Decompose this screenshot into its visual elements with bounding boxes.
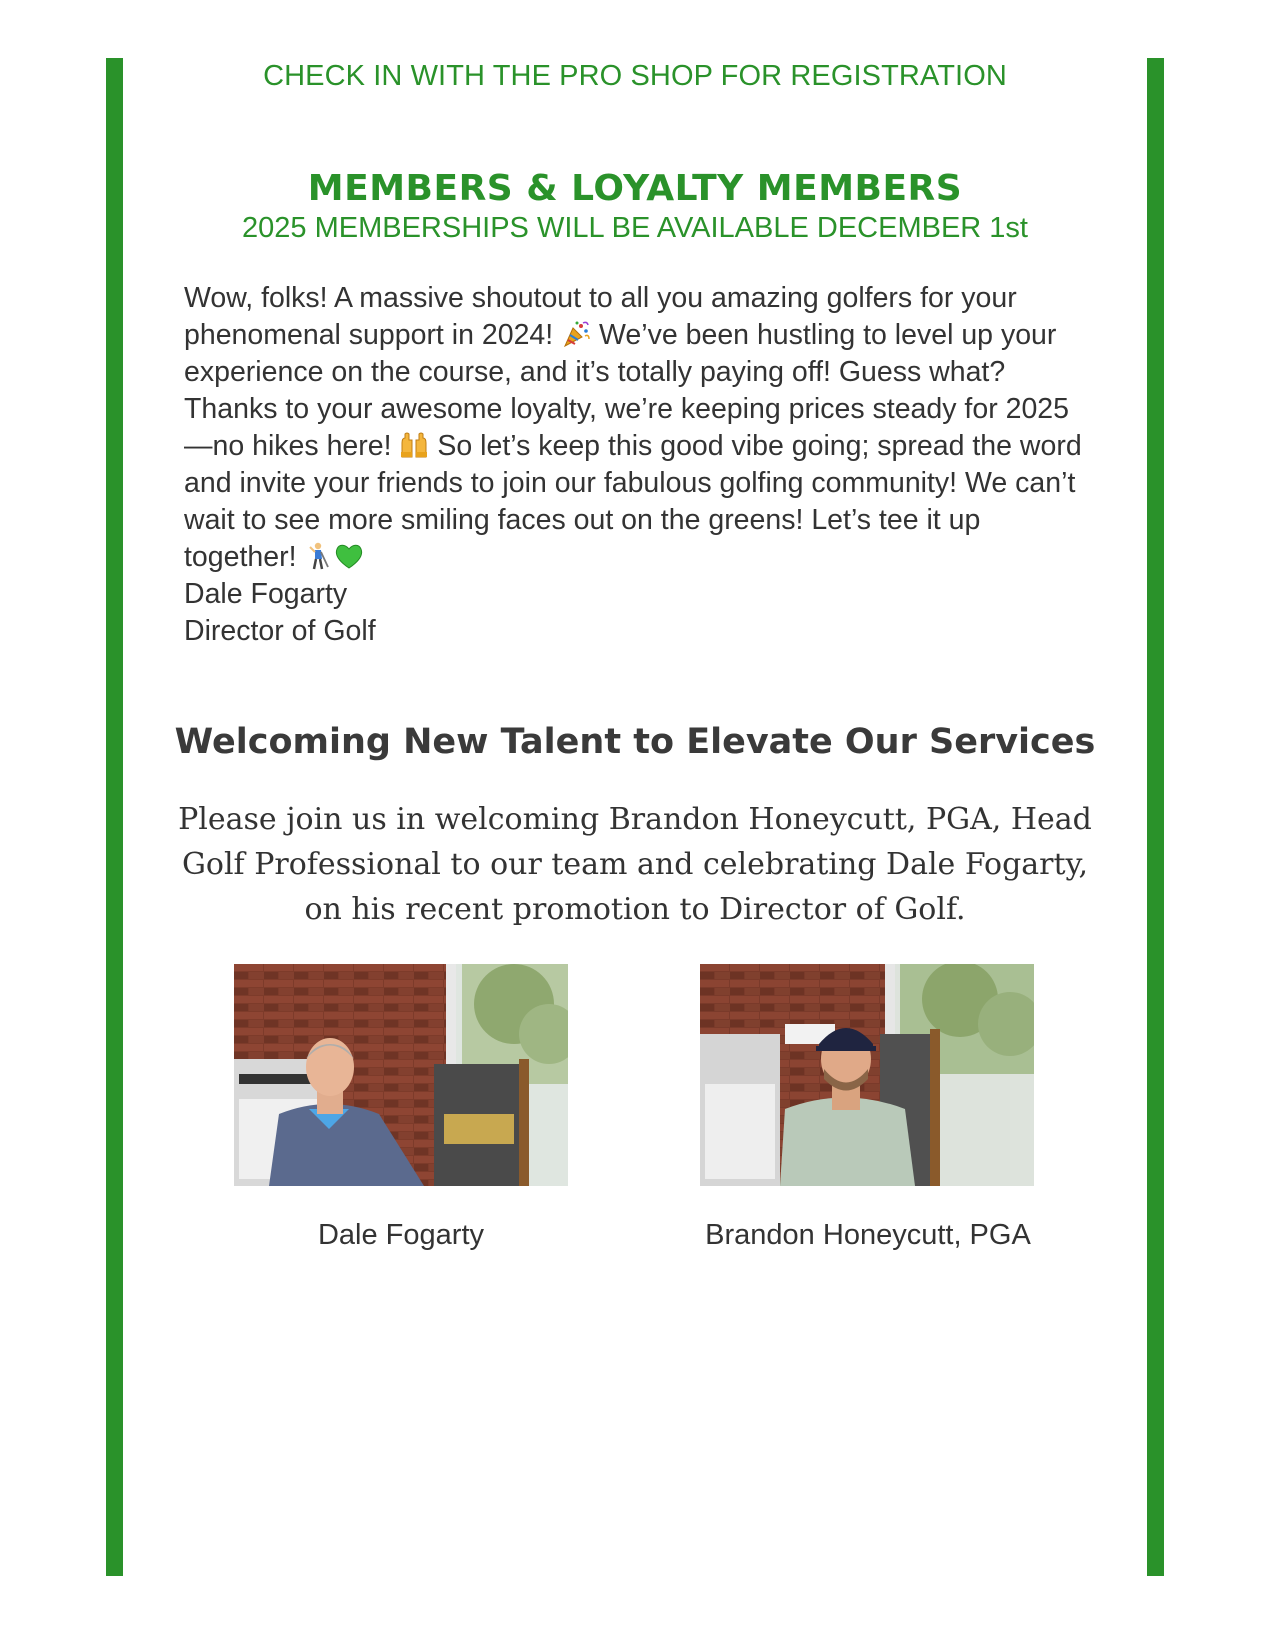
director-letter — [184, 280, 1084, 650]
checkin-notice: CHECK IN WITH THE PRO SHOP FOR REGISTRATION — [263, 60, 1007, 92]
membership-subtitle: 2025 MEMBERSHIPS WILL BE AVAILABLE DECEMBER 1st — [242, 212, 1028, 244]
signature-name: Dale Fogarty — [184, 578, 348, 610]
letter-text-part2: We’ve been hustling to level up your experience on the course, and it’s totally paying off! Guess what? Thanks to your awesome loyalty, we’re keeping prices steady for 2025—no hikes here! — [184, 319, 1070, 462]
left-border-bar — [106, 58, 123, 1576]
green-heart-icon — [334, 541, 364, 571]
letter-paragraph — [184, 280, 1084, 576]
party-popper-icon — [561, 319, 591, 349]
golfer-icon — [304, 541, 334, 571]
brandon-honeycutt-caption: Brandon Honeycutt, PGA — [705, 1219, 1031, 1251]
dale-fogarty-caption: Dale Fogarty — [317, 1219, 484, 1251]
membership-title: MEMBERS & LOYALTY MEMBERS — [307, 168, 963, 209]
letter-text-part3: So let’s keep this good vibe going; spread the word and invite your friends to join our fabulous golfing community! We can’t wait to see more smiling faces out on the greens! Let’s tee it up together! — [184, 430, 1082, 573]
letter-text-part1: Wow, folks! A massive shoutout to all you amazing golfers for your phenomenal support in 2024! — [184, 282, 1017, 351]
signature-title: Director of Golf — [184, 615, 376, 647]
welcome-body: Please join us in welcoming Brandon Honeycutt, PGA, Head Golf Professional to our team and celebrating Dale Fogarty, on his recent promotion to Director of Golf. — [178, 802, 1092, 927]
dale-fogarty-photo — [234, 964, 568, 1186]
welcome-title: Welcoming New Talent to Elevate Our Services — [174, 722, 1096, 762]
raised-hands-icon — [399, 430, 429, 460]
newsletter-page — [123, 0, 1147, 1650]
right-border-bar — [1147, 58, 1164, 1576]
brandon-honeycutt-photo — [700, 964, 1034, 1186]
